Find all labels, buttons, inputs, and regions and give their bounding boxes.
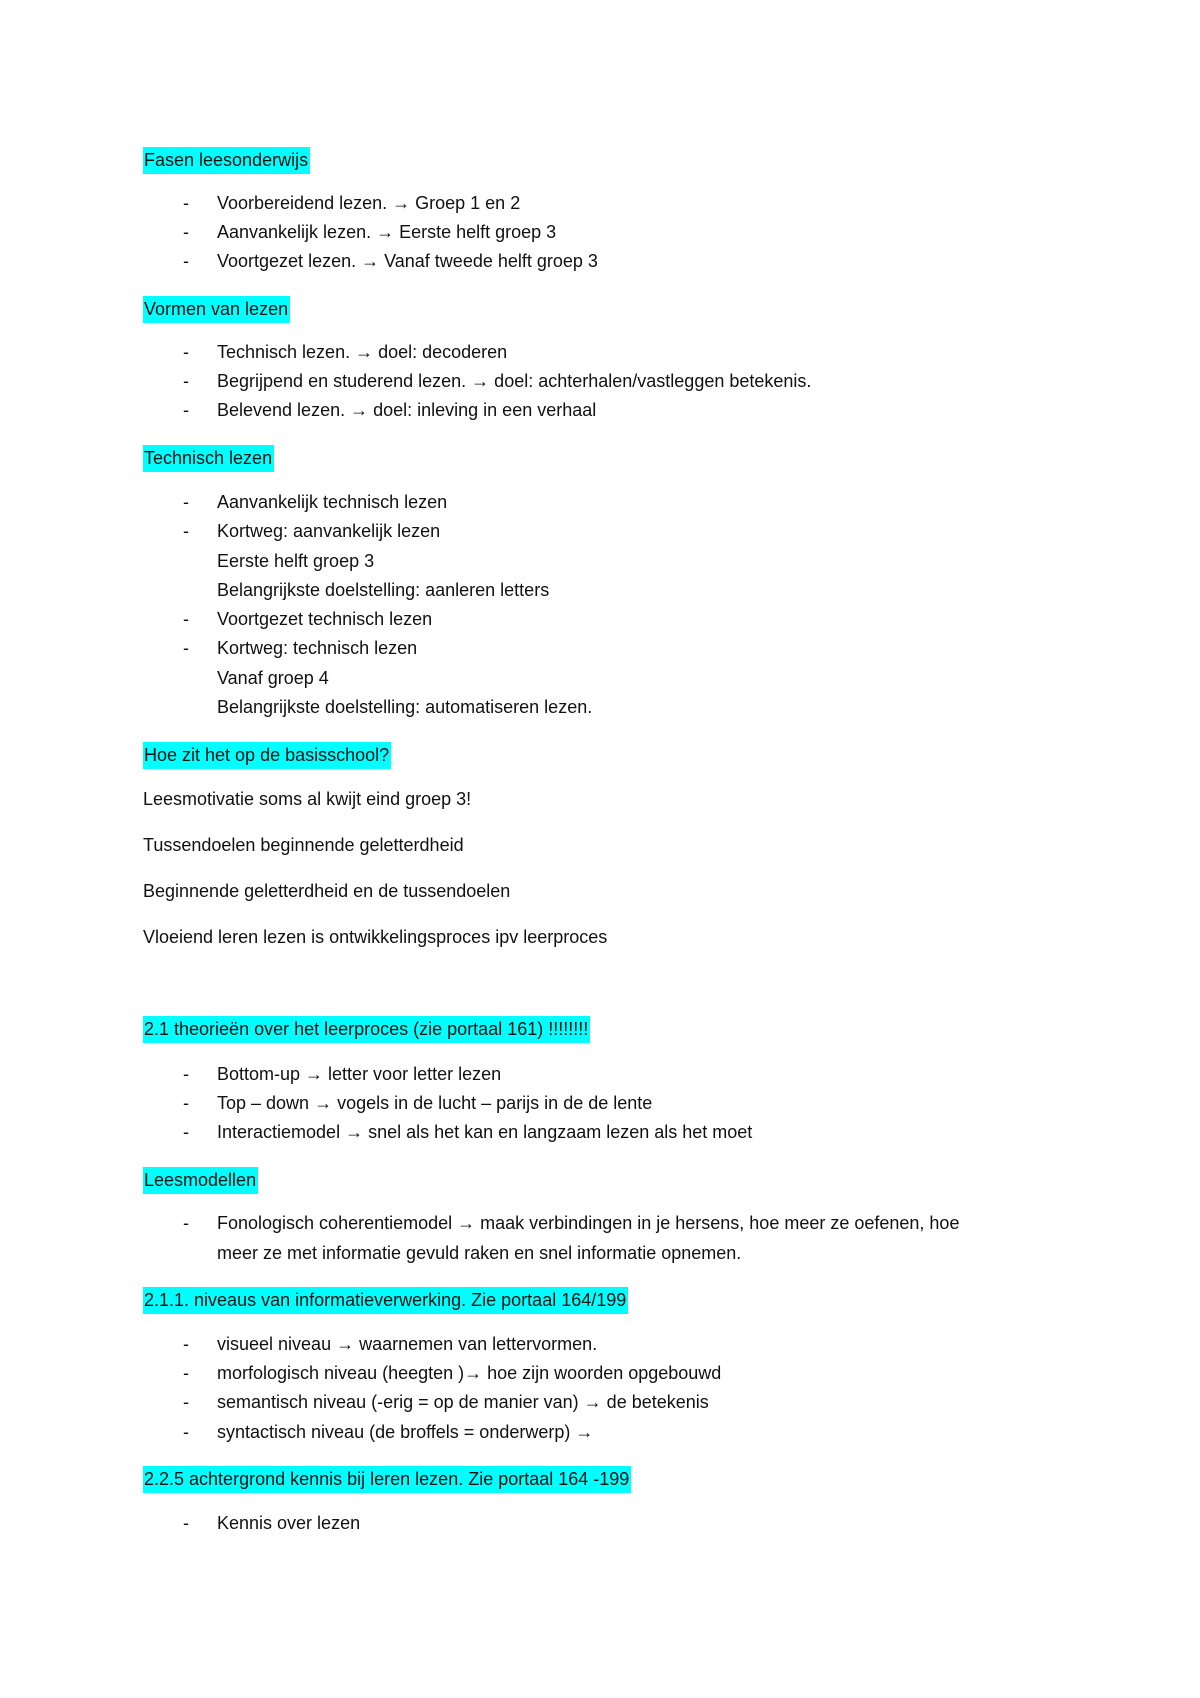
list-item-text: Top – down → vogels in de lucht – parijs in de de lente (217, 1093, 653, 1113)
paragraph: Beginnende geletterdheid en de tussendoelen (143, 881, 511, 901)
list-item-text: Voorbereidend lezen. → Groep 1 en 2 (217, 193, 521, 213)
section-heading-leesmodellen: Leesmodellen (143, 1167, 258, 1194)
list-item-text: Interactiemodel → snel als het kan en langzaam lezen als het moet (217, 1122, 753, 1142)
list-item-text: Bottom-up → letter voor letter lezen (217, 1064, 502, 1084)
section-heading-fasen: Fasen leesonderwijs (143, 147, 310, 174)
list-item-continuation: Vanaf groep 4 (217, 668, 329, 688)
list-item-text: syntactisch niveau (de broffels = onderwerp) → (217, 1422, 594, 1442)
paragraph: Tussendoelen beginnende geletterdheid (143, 835, 464, 855)
list-item-continuation: Eerste helft groep 3 (217, 551, 375, 571)
list-item-text: Kortweg: aanvankelijk lezen (217, 521, 441, 541)
list-item-text: Begrijpend en studerend lezen. → doel: achterhalen/vastleggen betekenis. (217, 371, 812, 391)
list-item-text: morfologisch niveau (heegten )→ hoe zijn woorden opgebouwd (217, 1363, 722, 1383)
section-heading-achtergrond: 2.2.5 achtergrond kennis bij leren lezen. Zie portaal 164 -199 (143, 1466, 631, 1493)
section-heading-theorieen: 2.1 theorieën over het leerproces (zie portaal 161) !!!!!!!! (143, 1016, 590, 1043)
list-item-continuation: Belangrijkste doelstelling: automatiseren lezen. (217, 697, 593, 717)
paragraph: Vloeiend leren lezen is ontwikkelingsproces ipv leerproces (143, 927, 608, 947)
list-item-text: semantisch niveau (-erig = op de manier van) → de betekenis (217, 1392, 709, 1412)
list-item-text: Kennis over lezen (217, 1513, 361, 1533)
list-item-continuation: meer ze met informatie gevuld raken en snel informatie opnemen. (217, 1243, 742, 1263)
section-heading-vormen: Vormen van lezen (143, 296, 290, 323)
list-item-text: Voortgezet lezen. → Vanaf tweede helft groep 3 (217, 251, 598, 271)
list-item-text: Aanvankelijk lezen. → Eerste helft groep 3 (217, 222, 557, 242)
list-item-text: Voortgezet technisch lezen (217, 609, 433, 629)
section-heading-basisschool: Hoe zit het op de basisschool? (143, 742, 391, 769)
list-item-text: Kortweg: technisch lezen (217, 638, 418, 658)
list-item-text: Fonologisch coherentiemodel → maak verbindingen in je hersens, hoe meer ze oefenen, hoe (217, 1213, 960, 1233)
section-heading-niveaus: 2.1.1. niveaus van informatieverwerking. Zie portaal 164/199 (143, 1287, 628, 1314)
paragraph: Leesmotivatie soms al kwijt eind groep 3! (143, 789, 472, 809)
list-item-text: Belevend lezen. → doel: inleving in een verhaal (217, 400, 597, 420)
list-item-text: visueel niveau → waarnemen van lettervormen. (217, 1334, 598, 1354)
list-item-continuation: Belangrijkste doelstelling: aanleren letters (217, 580, 550, 600)
list-item-text: Technisch lezen. → doel: decoderen (217, 342, 508, 362)
section-heading-technisch: Technisch lezen (143, 445, 274, 472)
list-item-text: Aanvankelijk technisch lezen (217, 492, 448, 512)
